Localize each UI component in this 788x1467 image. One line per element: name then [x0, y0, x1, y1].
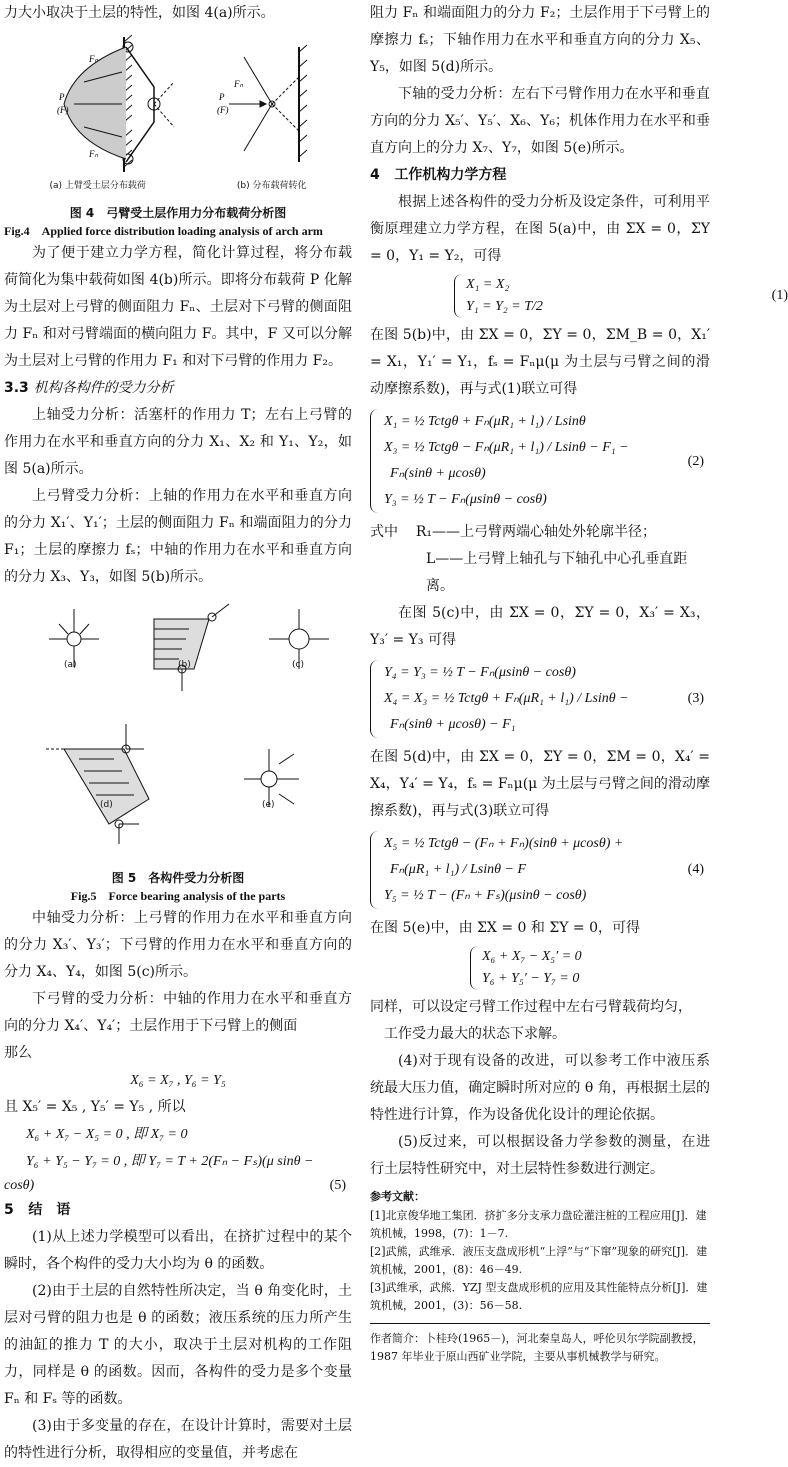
- equation-line: X₃ = ½ Tctgθ − Fₙ(μR₁ + l₁) / Lsinθ − F₁ −: [384, 440, 629, 455]
- paragraph: 且 X₅′ = X₅ , Y₅′ = Y₅ , 所以: [4, 1099, 186, 1115]
- equation-line: X₆ + X₇ − X₅ = 0 , 即 X₇ = 0: [26, 1127, 188, 1142]
- equation-1: [454, 274, 788, 318]
- figure-5: [4, 599, 352, 869]
- brace: [470, 946, 478, 990]
- label-f: (F): [57, 105, 69, 115]
- equation-line: Y₃ = ½ T − Fₙ(μsinθ − cosθ): [384, 492, 547, 507]
- figure-4-caption: 图 4 弓臂受土层作用力分布载荷分析图: [69, 206, 287, 220]
- conclusion-item: (3)由于多变量的存在，在设计计算时，需要对土层的特性进行分析，取得相应的变量值，并考虑在: [4, 1418, 352, 1461]
- figure-5d-diagram: [44, 724, 149, 844]
- definition-l: L——上弓臂上轴孔与下轴孔中心孔垂直距离。: [426, 551, 688, 594]
- figure-5c-subcaption: (c): [292, 660, 304, 670]
- paragraph: 力大小取决于土层的特性，如图 4(a)所示。: [4, 5, 275, 21]
- section-title: 机构各构件的受力分析: [33, 380, 174, 396]
- label-f-b: (F): [217, 105, 229, 115]
- figure-5e-diagram: [244, 749, 299, 807]
- figure-4a-subcaption: (a) 上臂受土层分布载荷: [49, 181, 146, 191]
- paragraph: 工作受力最大的状态下求解。: [384, 1026, 566, 1042]
- equation-line: X₁ = X₂: [466, 277, 510, 292]
- equation-line: Fₙ(sinθ + μcosθ) − F₁: [390, 717, 516, 732]
- conclusion-item: (5)反过来，可以根据设备力学参数的测量，在进行土层特性研究中，对土层特性参数进行测定。: [370, 1134, 710, 1177]
- section-number: 4: [370, 167, 380, 183]
- figure-4b-diagram: [229, 45, 307, 162]
- label-fn: Fₙ: [89, 54, 99, 64]
- paragraph: 在图 5(d)中，由 ΣX = 0，ΣY = 0，ΣM = 0，X₄′ = X₄，Y₄′ = Y₄，fₛ = Fₙμ(μ 为土层与弓臂之间的滑动摩擦系数)，再与式(3)联立可得: [370, 749, 710, 819]
- brace: [370, 831, 378, 909]
- equation-number: (1): [771, 288, 788, 303]
- equation-line: Y₆ + Y₅ − Y₇ = 0 , 即 Y₇ = T + 2(Fₙ − Fₛ)(μ sinθ −: [26, 1154, 314, 1169]
- reference-item: [2]武熊，武维承．液压支盘成形机“上浮”与“下窜”现象的研究[J]．建筑机械，2001，(8)：46－49.: [370, 1245, 708, 1276]
- paragraph: 在图 5(c)中，由 ΣX = 0，ΣY = 0，X₃′ = X₃，Y₃′ = Y₃ 可得: [370, 605, 710, 648]
- figure-5e-subcaption: (e): [262, 800, 275, 810]
- equation-3: [370, 660, 710, 738]
- conclusion-item: (1)从上述力学模型可以看出，在挤扩过程中的某个瞬时，各个构件的受力大小均为 θ 的函数。: [4, 1229, 352, 1272]
- section-heading-3-3: [4, 375, 352, 402]
- equation-line: Fₙ(μR₁ + l₁) / Lsinθ − F: [390, 862, 526, 877]
- figure-4: [4, 27, 352, 175]
- figure-5-caption: 图 5 各构件受力分析图: [111, 871, 245, 885]
- equation-6: [470, 946, 710, 990]
- label-fn-lower: Fₙ: [89, 149, 99, 159]
- figure-4b-subcaption: (b) 分布载荷转化: [236, 181, 307, 191]
- equation-line: X₅ = ½ Tctgθ − (Fₙ + Fₙ)(sinθ + μcosθ) +: [384, 836, 624, 851]
- section-number: 5: [4, 1202, 14, 1218]
- equation-line: Y₁ = Y₂ = T/2: [466, 299, 543, 314]
- section-heading-4: [370, 162, 710, 189]
- equation-number: (2): [687, 454, 704, 469]
- equation-2: [370, 409, 710, 513]
- equation-line: Y₆ + Y₅′ − Y₇ = 0: [482, 971, 580, 986]
- paragraph: 下轴的受力分析：左右下弓臂作用力在水平和垂直方向的分力 X₅′、Y₅′、X₆、Y₆；机体作用力在水平和垂直方向上的分力 X₇、Y₇，如图 5(e)所示。: [370, 86, 710, 156]
- equation-line: Fₙ(sinθ + μcosθ): [390, 466, 486, 481]
- figure-5-drawing: [4, 599, 352, 869]
- paragraph: 那么: [4, 1045, 32, 1061]
- definition-r1: R₁——上弓臂两端心轴处外轮廓半径；: [415, 524, 656, 540]
- paragraph: 阻力 Fₙ 和端面阻力的分力 F₂；土层作用于下弓臂上的摩擦力 fₛ；下轴作用力在水平和垂直方向的分力 X₅、Y₅，如图 5(d)所示。: [370, 5, 710, 75]
- equation-number: (5): [329, 1178, 346, 1193]
- figure-4a-diagram: [64, 35, 174, 172]
- figure-4-drawing: [4, 27, 352, 175]
- equation-line: Y₄ = Y₃ = ½ T − Fₙ(μsinθ − cosθ): [384, 665, 576, 680]
- figure-5-caption-en: Fig.5 Force bearing analysis of the parts: [70, 889, 286, 903]
- right-column: [370, 0, 788, 1366]
- label-fn-b: Fₙ: [234, 79, 244, 89]
- figure-5b-subcaption: (b): [178, 660, 191, 670]
- paragraph: 在图 5(b)中，由 ΣX = 0，ΣY = 0，ΣM_B = 0，X₁′ = X₁，Y₁′ = Y₁，fₛ = Fₙμ(μ 为土层与弓臂之间的滑动摩擦系数)，再与式(1)联立可得: [370, 327, 710, 397]
- paragraph: 同样，可以设定弓臂工作过程中左右弓臂载荷均匀，: [370, 999, 692, 1015]
- references-title: 参考文献：: [370, 1190, 425, 1203]
- paragraph: 在图 5(e)中，由 ΣX = 0 和 ΣY = 0，可得: [370, 920, 640, 936]
- equation-number: (3): [687, 691, 704, 706]
- left-column: [4, 0, 352, 1467]
- author-bio: 作者简介：卜桂玲(1965－)，河北秦皇岛人，呼伦贝尔学院副教授，1987 年毕业于原山西矿业学院，主要从事机械教学与研究。: [370, 1323, 710, 1366]
- symbol-definitions: [370, 519, 710, 600]
- section-heading-5: [4, 1197, 352, 1224]
- equation-line: Y₅ = ½ T − (Fₙ + Fₛ)(μsinθ − cosθ): [384, 888, 587, 903]
- figure-5a-diagram: [49, 609, 99, 667]
- equation-number: (4): [687, 862, 704, 877]
- figure-5d-subcaption: (d): [100, 800, 113, 810]
- paragraph: 上轴受力分析：活塞杆的作用力 T；左右上弓臂的作用力在水平和垂直方向的分力 X₁、X₂ 和 Y₁、Y₂，如图 5(a)所示。: [4, 407, 352, 477]
- reference-item: [1]北京俊华地工集团．挤扩多分支承力盘砼灌注桩的工程应用[J]．建筑机械，1998，(7)：1－7.: [370, 1209, 707, 1240]
- figure-4-caption-en: Fig.4 Applied force distribution loading analysis of arch arm: [4, 224, 323, 238]
- conclusion-item: (4)对于现有设备的改进，可以参考工作中液压系统最大压力值，确定瞬时所对应的 θ 角，再根据土层的特性进行计算，作为设备优化设计的理论依据。: [370, 1053, 710, 1123]
- paragraph: 为了便于建立力学方程，简化计算过程，将分布载荷简化为集中载荷如图 4(b)所示。即将分布载荷 P 化解为土层对上弓臂的侧面阻力 Fₙ、土层对下弓臂的侧面阻力 Fₙ 和对弓臂端面的横向阻力 F。其中，F 又可以分解为土层对上弓臂的作用力 F₁ 和对下弓臂的作用力 F₂。: [4, 245, 352, 369]
- equation-5: [4, 1175, 352, 1197]
- brace: [454, 274, 462, 318]
- label-p: P: [59, 92, 65, 102]
- section-title: 工作机构力学方程: [394, 167, 507, 183]
- equation-line: X₆ = X₇ , Y₆ = Y₅: [130, 1073, 226, 1088]
- references: [370, 1187, 710, 1315]
- paragraph: 中轴受力分析：上弓臂的作用力在水平和垂直方向的分力 X₃′、Y₃′；下弓臂的作用力在水平和垂直方向的分力 X₄、Y₄，如图 5(c)所示。: [4, 910, 352, 980]
- section-title: 结 语: [28, 1202, 71, 1218]
- equation-line: cosθ): [4, 1178, 35, 1193]
- label-shizhong: 式中: [370, 524, 398, 540]
- reference-item: [3]武维承，武熊．YZJ 型支盘成形机的应用及其性能特点分析[J]．建筑机械，2001，(3)：56－58.: [370, 1281, 708, 1312]
- paragraph: 根据上述各构件的受力分析及设定条件，可利用平衡原理建立力学方程，在图 5(a)中，由 ΣX = 0，ΣY = 0，Y₁ = Y₂，可得: [370, 194, 710, 264]
- equation-line: X₆ + X₇ − X₅′ = 0: [482, 949, 582, 964]
- equation-line: X₄ = X₃ = ½ Tctgθ + Fₙ(μR₁ + l₁) / Lsinθ −: [384, 691, 629, 706]
- figure-5b-diagram: [154, 604, 229, 691]
- conclusion-item: (2)由于土层的自然特性所决定，当 θ 角变化时，土层对弓臂的阻力也是 θ 的函数；液压系统的压力所产生的油缸的推力 T 的大小，取决于土层对机构的工作阻力，同样是 θ 的函数。因而，各构件的受力是多个变量 Fₙ 和 Fₛ 等的函数。: [4, 1283, 352, 1407]
- brace: [370, 409, 378, 513]
- brace: [370, 660, 378, 738]
- paragraph: 上弓臂受力分析：上轴的作用力在水平和垂直方向的分力 X₁′、Y₁′；土层的侧面阻力 Fₙ 和端面阻力的分力 F₁；土层的摩擦力 fₛ；中轴的作用力在水平和垂直方向的分力 X₃、Y₃，如图 5(b)所示。: [4, 488, 352, 585]
- section-number: 3.3: [4, 380, 29, 396]
- paragraph: 下弓臂的受力分析：中轴的作用力在水平和垂直方向的分力 X₄′、Y₄′；土层作用于下弓臂上的侧面: [4, 991, 352, 1034]
- equation-line: X₁ = ½ Tctgθ + Fₙ(μR₁ + l₁) / Lsinθ: [384, 414, 586, 429]
- equation-4: [370, 831, 710, 909]
- figure-5a-subcaption: (a): [64, 660, 77, 670]
- label-p-b: P: [219, 92, 225, 102]
